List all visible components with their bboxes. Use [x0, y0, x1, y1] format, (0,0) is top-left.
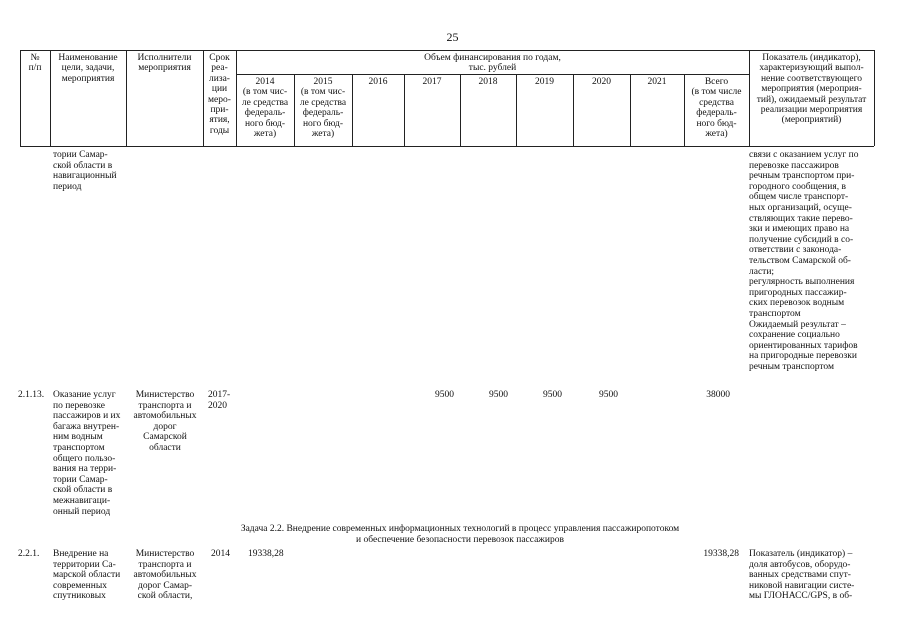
row-2-1-13-total: 38000 — [706, 390, 730, 400]
row-2-1-13-2020: 9500 — [599, 390, 618, 400]
task-2-2-heading: Задача 2.2. Внедрение современных информационных технологий в процесс управления пассажиропотоком и обеспечение безопасности перевозок пассажиров — [240, 524, 680, 545]
header-year-2019: 2019 — [535, 77, 554, 87]
row-2-2-1-2014: 19338,28 — [248, 549, 284, 559]
row-2-2-1-total: 19338,28 — [703, 549, 739, 559]
row-2-1-13-executor: Министерство транспорта и автомобильных дорог Самарской области — [133, 390, 197, 453]
row-2-1-13-name: Оказание услуг по перевозке пассажиров и их багажа внутрен- ним водным транспортом общего пользо- вания на терри- тории Самар- ской области в межнавигаци- онный период — [53, 390, 121, 517]
row-2-1-13-num: 2.1.13. — [18, 390, 45, 400]
header-bottom-border — [20, 146, 874, 147]
header-term: Срок реа- лиза- ции меро- при- ятия, годы — [208, 53, 231, 136]
header-year-2015: 2015 (в том чис- ле средства федераль- ного бюд- жета) — [299, 77, 347, 140]
header-name: Наименование цели, задачи, мероприятия — [58, 53, 118, 84]
header-executors: Исполнители мероприятия — [137, 53, 192, 74]
continued-row-name: тории Самар- ской области в навигационный период — [53, 150, 117, 192]
row-2-2-1-indicator: Показатель (индикатор) – доля автобусов, оборудо- ванных средствами спут- никовой навигации систе- мы ГЛОНАСС/GPS, в об- — [749, 549, 855, 602]
continued-row-indicator: связи с оказанием услуг по перевозке пассажиров речным транспортом при- городного сообщения, в общем числе транспорт- ных организаций, осуще- ствляющих такие перево- зки и имеющих право на получение субсидий в со- ответствии с законода- тельством Самарской об- ласти; регулярность выполнения пригородных пассажир- ских перевозок водным транспортом Ожидаемый результат – сохранение социально ориентированных тарифов на пригородные перевозки речным транспортом — [749, 150, 859, 372]
header-year-2018: 2018 — [478, 77, 498, 87]
header-year-2020: 2020 — [592, 77, 611, 87]
row-2-1-13-term: 2017- 2020 — [208, 390, 231, 411]
row-2-1-13-2018: 9500 — [489, 390, 508, 400]
row-2-2-1-name: Внедрение на территории Са- марской области современных спутниковых — [53, 549, 121, 602]
row-2-2-1-term: 2014 — [211, 549, 230, 559]
funding-subheader-line — [236, 74, 749, 75]
header-num: № п/п — [28, 53, 42, 74]
table-header — [20, 50, 874, 146]
header-divider — [874, 50, 875, 146]
header-top-border — [20, 50, 874, 51]
row-2-2-1-executor: Министерство транспорта и автомобильных дорог Самар- ской области, — [133, 549, 197, 602]
header-total: Всего (в том числе средства федераль- ного бюд- жета) — [691, 77, 742, 140]
page-number: 25 — [446, 30, 459, 44]
header-funding: Объем финансирования по годам, тыс. рублей — [424, 53, 561, 74]
header-year-2021: 2021 — [647, 77, 667, 87]
header-year-2016: 2016 — [368, 77, 388, 87]
row-2-2-1-num: 2.2.1. — [18, 549, 40, 559]
header-year-2014: 2014 (в том чис- ле средства федераль- ного бюд- жета) — [241, 77, 289, 140]
header-year-2017: 2017 — [422, 77, 442, 87]
header-indicator: Показатель (индикатор), характеризующий выпол- нение соответствующего мероприятия (мероприя- тий), ожидаемый результат реализации мероприятия (мероприятий) — [756, 53, 867, 126]
row-2-1-13-2019: 9500 — [543, 390, 562, 400]
row-2-1-13-2017: 9500 — [435, 390, 454, 400]
